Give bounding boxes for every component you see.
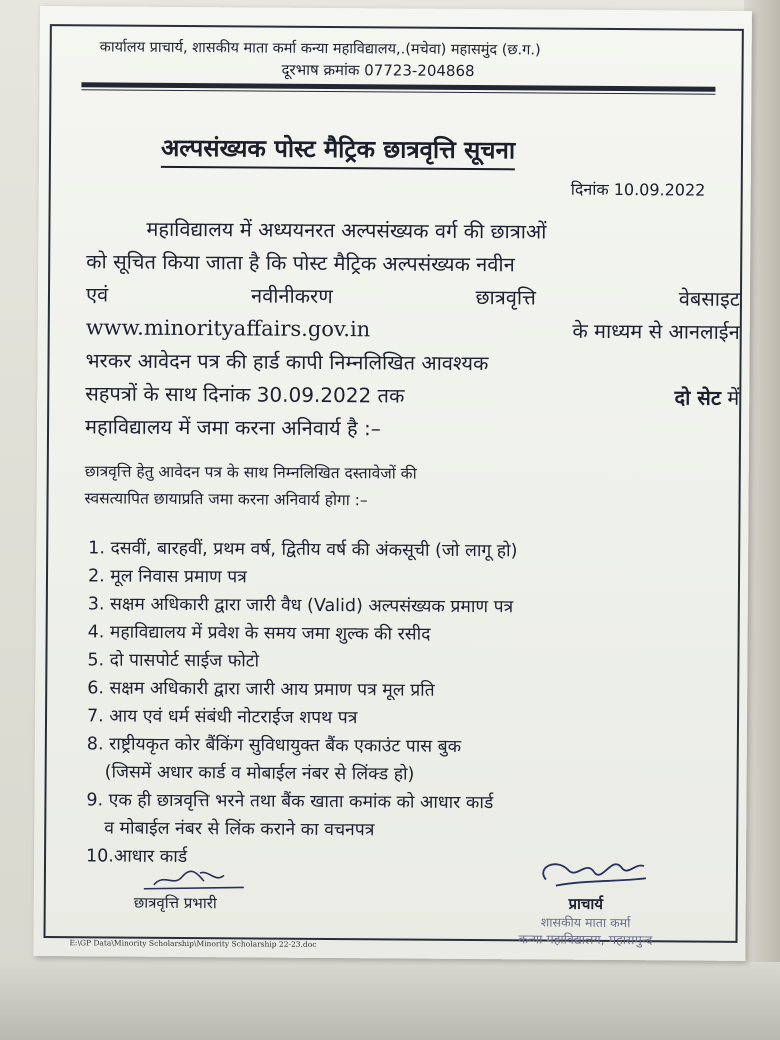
body-line: महाविद्यालय में जमा करना अनिवार्य है :–: [84, 414, 381, 441]
letterhead-phone: दूरभाष क्रमांक 07723-204868: [281, 60, 475, 81]
college-stamp-line: कन्या महाविद्यालय, महासमुन्द: [518, 931, 653, 948]
principal-label: प्राचार्य: [568, 894, 604, 913]
letterhead-office: कार्यालय प्राचार्य, शासकीय माता कर्मा कन्या महाविद्यालय,.(मचेवा) महासमुंद (छ.ग.): [99, 39, 541, 59]
body-word: सहपत्रों के साथ दिनांक 30.09.2022 तक: [85, 381, 405, 408]
list-item: 10.आधार कार्ड: [85, 846, 188, 868]
body-word: एवं: [85, 282, 109, 307]
list-item: 7. आय एवं धर्म संबंधी नोटराईज शपथ पत्र: [86, 706, 358, 729]
documents-intro: [84, 458, 738, 517]
list-item: 9. एक ही छात्रवृत्ति भरने तथा बैंक खाता कमांक को आधार कार्ड: [86, 790, 494, 814]
list-item: 1. दसवीं, बारहवीं, प्रथम वर्ष, द्वितीय वर्ष की अंकसूची (जो लागू हो): [88, 538, 518, 562]
list-item: 5. दो पासपोर्ट साईज फोटो: [87, 650, 260, 672]
body-word: नवीनीकरण: [250, 283, 333, 309]
body-word: छात्रवृत्ति: [475, 285, 537, 310]
required-documents-list: [86, 534, 728, 874]
body-line: को सूचित किया जाता है कि पोस्ट मैट्रिक अल्पसंख्यक नवीन: [86, 249, 515, 277]
list-item-text: (जिसमें अधार कार्ड व मोबाईल नंबर से लिंक्ड हो): [104, 762, 415, 785]
list-item: 3. सक्षम अधिकारी द्वारा जारी वैध (Valid) अल्पसंख्यक प्रमाण पत्र: [87, 594, 514, 618]
college-stamp-line: शासकीय माता कर्मा: [540, 914, 631, 931]
body-line: महाविद्यालय में अध्ययनरत अल्पसंख्यक वर्ग की छात्राओं: [146, 216, 547, 244]
body-word: वेबसाइट: [678, 286, 741, 311]
letterhead-rule: [81, 82, 715, 94]
notice-date: दिनांक 10.09.2022: [570, 179, 706, 200]
body-word: [674, 381, 739, 414]
body-line: [85, 377, 739, 415]
two-sets-emphasis: दो सेट: [674, 385, 722, 410]
list-item-continuation: [86, 814, 726, 846]
body-word: के माध्यम से आनलाईन: [572, 318, 740, 344]
principal-signature-block: [475, 849, 696, 949]
letterhead: [51, 26, 742, 109]
signature-scribble: [134, 863, 254, 894]
notice-body: [85, 212, 741, 448]
list-item: 8. राष्ट्रीयकृत कोर बैंकिंग सुविधायुक्त बैंक एकाउंट पास बुक: [86, 734, 462, 757]
paper-edge-bottom: [0, 962, 780, 1040]
sub-line: छात्रवृत्ति हेतु आवेदन पत्र के साथ निम्नलिखित दस्तावेजों की: [84, 462, 417, 483]
list-item: 2. मूल निवास प्रमाण पत्र: [87, 566, 247, 588]
scholarship-incharge-signature-block: [134, 863, 254, 914]
body-line: [86, 278, 740, 316]
sub-line: स्वसत्यापित छायाप्रति जमा करना अनिवार्य होगा :–: [84, 489, 368, 510]
body-line: भरकर आवेदन पत्र की हार्ड कापी निम्नलिखित आवश्यक: [85, 348, 489, 376]
principal-signature-scribble: [476, 849, 696, 895]
file-path-footer: E:\GP Data\Minority Scholarship\Minority Scholarship 22-23.doc: [69, 938, 317, 949]
scholarship-incharge-label: छात्रवृत्ति प्रभारी: [133, 893, 217, 913]
list-item-text: व मोबाईल नंबर से लिंक कराने का वचनपत्र: [104, 818, 375, 841]
website-url: www.minorityaffairs.gov.in: [85, 315, 371, 342]
list-item-continuation: [87, 758, 727, 790]
body-line: [86, 311, 740, 349]
list-item: 6. सक्षम अधिकारी द्वारा जारी आय प्रमाण पत्र मूल प्रति: [87, 678, 435, 701]
notice-title: अल्पसंख्यक पोस्ट मैट्रिक छात्रवृत्ति सूचना: [161, 131, 515, 170]
list-item: 4. महाविद्यालय में प्रवेश के समय जमा शुल्क की रसीद: [87, 622, 431, 645]
notice-sheet: [33, 6, 752, 961]
body-word: में: [727, 385, 740, 410]
